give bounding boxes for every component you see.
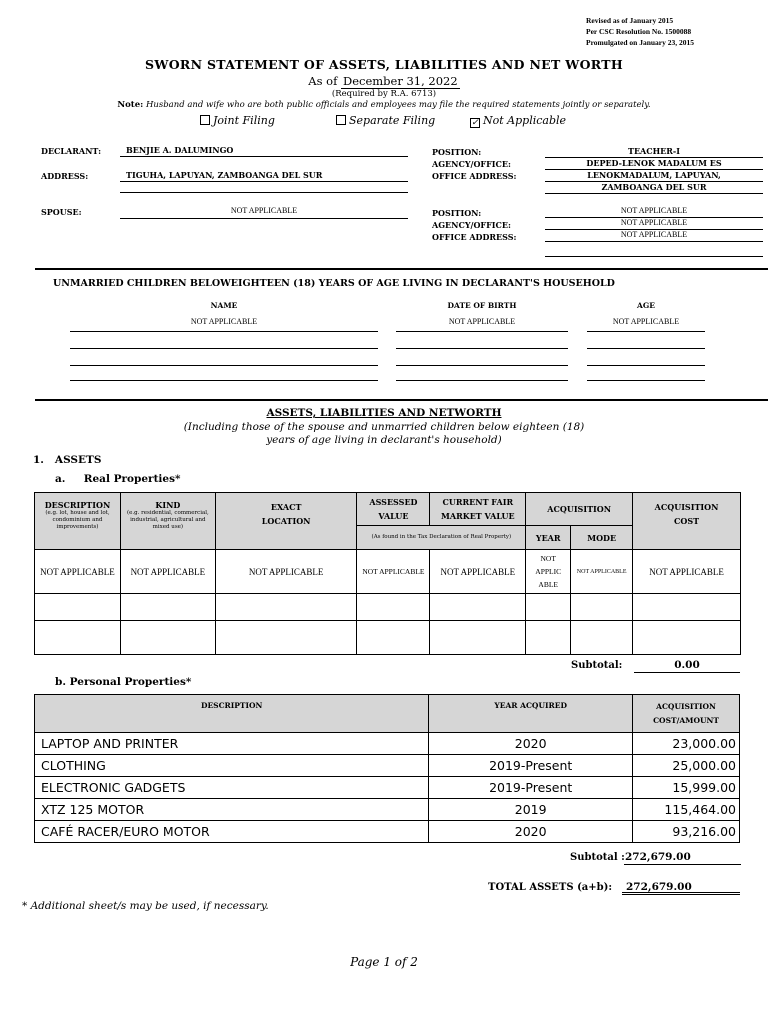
- required-by: (Required by R.A. 6713): [331, 89, 437, 99]
- real-fair-cell: NOT APPLICABLE: [430, 550, 526, 594]
- real-col-year: YEAR: [526, 526, 571, 550]
- not-applicable-option[interactable]: [470, 114, 566, 128]
- as-of-label: As of: [308, 74, 338, 88]
- real-col-description-label: DESCRIPTION: [44, 500, 111, 510]
- personal-cost-cell: 93,216.00: [633, 821, 740, 843]
- alnw-sub-2: years of age living in declarant's household): [266, 434, 502, 446]
- real-mode-cell: NOT APPLICABLE: [571, 550, 633, 594]
- footnote: * Additional sheet/s may be used, if necessary.: [22, 900, 269, 912]
- real-tax-declaration-note: (As found in the Tax Declaration of Real Property): [357, 526, 526, 550]
- real-col-cost-label-1: ACQUISITION: [654, 502, 719, 512]
- resolution-text: Per CSC Resolution No. 1500088: [586, 27, 692, 36]
- real-properties-heading: a. Real Properties*: [55, 473, 181, 485]
- personal-year-cell: 2020: [429, 733, 633, 755]
- alnw-sub-1: (Including those of the spouse and unmarried children below eighteen (18): [183, 421, 585, 433]
- personal-year-cell: 2019: [429, 799, 633, 821]
- real-col-cost-label-2: COST: [674, 516, 700, 526]
- personal-cost-cell: 25,000.00: [633, 755, 740, 777]
- personal-cost-cell: 115,464.00: [633, 799, 740, 821]
- real-kind-cell: NOT APPLICABLE: [120, 550, 215, 594]
- real-col-acquisition: ACQUISITION: [526, 493, 633, 526]
- declarant-name: BENJIE A. DALUMINGO: [120, 145, 408, 157]
- personal-col-cost: [633, 695, 740, 733]
- personal-year-cell: 2019-Present: [429, 755, 633, 777]
- spouse-agency: NOT APPLICABLE: [545, 218, 763, 230]
- real-col-location-label-2: LOCATION: [261, 516, 311, 526]
- declarant-office-address-2: ZAMBOANGA DEL SUR: [545, 182, 763, 194]
- not-applicable-checkbox[interactable]: ✓: [471, 118, 479, 128]
- spouse-position: NOT APPLICABLE: [545, 206, 763, 218]
- note-label: Note:: [117, 100, 144, 110]
- assets-heading: 1. ASSETS: [33, 454, 102, 466]
- total-assets-label: TOTAL ASSETS (a+b):: [488, 882, 613, 893]
- note-text: Husband and wife who are both public officials and employees may file the required statements jointly or separately.: [145, 100, 651, 110]
- address-label: ADDRESS:: [41, 171, 89, 181]
- child-row-blank: [587, 351, 705, 366]
- real-assessed-cell: NOT APPLICABLE: [357, 550, 430, 594]
- spouse-label: SPOUSE:: [41, 207, 82, 217]
- total-assets-value: 272,679.00: [622, 881, 740, 895]
- real-subtotal-value: 0.00: [634, 659, 740, 673]
- real-col-assessed-label-2: VALUE: [378, 511, 409, 521]
- personal-col-year: YEAR ACQUIRED: [429, 695, 633, 733]
- form-title: SWORN STATEMENT OF ASSETS, LIABILITIES AND NET WORTH: [145, 57, 623, 72]
- revised-text: Revised as of January 2015: [586, 16, 674, 25]
- joint-filing-option[interactable]: [200, 114, 275, 127]
- child-row-blank: [396, 334, 568, 349]
- personal-properties-table: [34, 694, 740, 843]
- spouse-office-address-line-2: [545, 244, 763, 257]
- position-label: POSITION:: [432, 147, 482, 157]
- personal-subtotal-value: 272,679.00: [624, 851, 741, 865]
- separate-filing-label: Separate Filing: [349, 114, 436, 127]
- personal-properties-heading: b. Personal Properties*: [55, 676, 192, 688]
- as-of-line: [0, 74, 768, 88]
- spouse-position-label: POSITION:: [432, 208, 482, 218]
- real-col-cost: [633, 493, 741, 550]
- real-col-fair-value: [430, 493, 526, 526]
- real-col-location-label-1: EXACT: [270, 502, 302, 512]
- note-line: [0, 100, 768, 110]
- table-row: [35, 594, 741, 621]
- joint-filing-checkbox[interactable]: [200, 115, 210, 125]
- child-dob: NOT APPLICABLE: [396, 317, 568, 332]
- real-cost-cell: NOT APPLICABLE: [633, 550, 741, 594]
- declarant-position: TEACHER-I: [545, 146, 763, 158]
- agency-label: AGENCY/OFFICE:: [432, 159, 511, 169]
- declarant-position-labels: [432, 146, 516, 182]
- real-col-kind: [120, 493, 215, 550]
- office-address-label: OFFICE ADDRESS:: [432, 171, 517, 181]
- personal-col-cost-label-1: ACQUISITION: [656, 701, 716, 711]
- spouse-agency-label: AGENCY/OFFICE:: [432, 220, 511, 230]
- table-row: [35, 777, 740, 799]
- children-col-name: NAME: [210, 301, 238, 310]
- child-row-blank: [396, 366, 568, 381]
- table-row: [35, 550, 741, 594]
- real-col-fair-label-1: CURRENT FAIR: [442, 497, 514, 507]
- real-properties-table: [34, 492, 741, 655]
- child-row-blank: [70, 366, 378, 381]
- real-col-assessed-label-1: ASSESSED: [369, 497, 418, 507]
- table-row: [35, 621, 741, 655]
- child-name: NOT APPLICABLE: [70, 317, 378, 332]
- personal-col-cost-label-2: COST/AMOUNT: [653, 715, 719, 725]
- spouse-office-address: NOT APPLICABLE: [545, 230, 763, 242]
- personal-rows: [35, 733, 740, 843]
- separate-filing-checkbox[interactable]: [336, 115, 346, 125]
- real-location-cell: NOT APPLICABLE: [215, 550, 357, 594]
- children-col-age: AGE: [637, 301, 655, 310]
- personal-description-cell: XTZ 125 MOTOR: [35, 799, 429, 821]
- page-number: Page 1 of 2: [350, 955, 418, 969]
- child-row-blank: [587, 366, 705, 381]
- real-col-assessed: [357, 493, 430, 526]
- revision-info: [586, 15, 694, 48]
- personal-subtotal-label: Subtotal :: [570, 852, 625, 863]
- section-divider-2: [35, 399, 768, 401]
- personal-cost-cell: 15,999.00: [633, 777, 740, 799]
- real-col-fair-label-2: MARKET VALUE: [441, 511, 515, 521]
- real-desc-cell: NOT APPLICABLE: [35, 550, 121, 594]
- declarant-label: DECLARANT:: [41, 146, 102, 156]
- personal-year-cell: 2020: [429, 821, 633, 843]
- personal-cost-cell: 23,000.00: [633, 733, 740, 755]
- spouse-name: NOT APPLICABLE: [120, 206, 408, 219]
- child-row-blank: [70, 351, 378, 366]
- real-subtotal-label: Subtotal:: [571, 660, 623, 671]
- real-col-description: [35, 493, 121, 550]
- real-col-mode: MODE: [571, 526, 633, 550]
- child-row-blank: [70, 334, 378, 349]
- personal-table-header-row: [35, 695, 740, 733]
- real-col-kind-label: KIND: [155, 500, 181, 510]
- joint-filing-label: Joint Filing: [213, 114, 275, 127]
- spouse-office-address-label: OFFICE ADDRESS:: [432, 232, 517, 242]
- child-row-blank: [396, 351, 568, 366]
- table-row: [35, 799, 740, 821]
- spouse-position-labels: [432, 207, 516, 243]
- children-col-dob: DATE OF BIRTH: [447, 301, 517, 310]
- personal-col-description: DESCRIPTION: [35, 695, 429, 733]
- not-applicable-label: Not Applicable: [483, 114, 567, 127]
- real-col-description-hint: (e.g. lot, house and lot, condominium and improvements): [45, 510, 110, 530]
- personal-year-cell: 2019-Present: [429, 777, 633, 799]
- separate-filing-option[interactable]: [336, 114, 435, 127]
- alnw-heading: ASSETS, LIABILITIES AND NETWORTH: [266, 407, 502, 419]
- as-of-date: December 31, 2022: [342, 74, 458, 88]
- section-divider-1: [35, 268, 768, 270]
- child-age: NOT APPLICABLE: [587, 317, 705, 332]
- personal-description-cell: ELECTRONIC GADGETS: [35, 777, 429, 799]
- declarant-office-address-1: LENOKMADALUM, LAPUYAN,: [545, 170, 763, 182]
- child-row-blank: [587, 334, 705, 349]
- table-row: [35, 821, 740, 843]
- real-col-kind-hint: (e.g. residential, commercial, industrial, agricultural and mixed use): [126, 510, 209, 530]
- children-heading: UNMARRIED CHILDREN BELOWEIGHTEEN (18) YEARS OF AGE LIVING IN DECLARANT'S HOUSEHOLD: [53, 278, 615, 289]
- personal-description-cell: CAFÉ RACER/EURO MOTOR: [35, 821, 429, 843]
- personal-description-cell: CLOTHING: [35, 755, 429, 777]
- address-line-2: [120, 182, 408, 193]
- real-table-header-row: [35, 493, 741, 526]
- real-col-location: [215, 493, 357, 550]
- declarant-agency: DEPED-LENOK MADALUM ES: [545, 158, 763, 170]
- real-year-cell: NOT APPLIC ABLE: [526, 550, 571, 594]
- table-row: [35, 755, 740, 777]
- personal-description-cell: LAPTOP AND PRINTER: [35, 733, 429, 755]
- promulgated-text: Promulgated on January 23, 2015: [586, 38, 694, 47]
- declarant-address: TIGUHA, LAPUYAN, ZAMBOANGA DEL SUR: [120, 170, 408, 182]
- table-row: [35, 733, 740, 755]
